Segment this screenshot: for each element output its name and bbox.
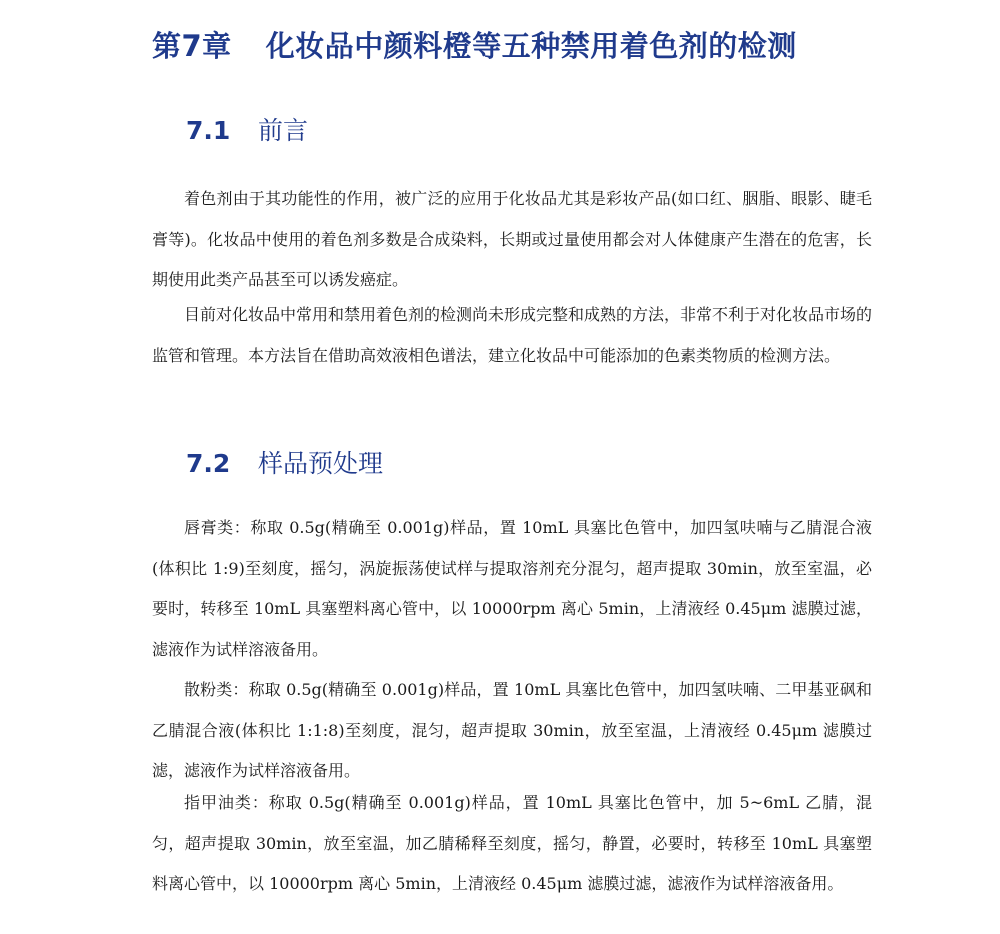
section-title: 前言 (258, 116, 309, 145)
paragraph: 目前对化妆品中常用和禁用着色剂的检测尚未形成完整和成熟的方法，非常不利于对化妆品市场的监管和管理。本方法旨在借助高效液相色谱法，建立化妆品中可能添加的色素类物质的检测方法。 (152, 305, 873, 365)
paragraph-lipstick: 唇膏类：称取 0.5g(精确至 0.001g)样品，置 10mL 具塞比色管中，加四氢呋喃与乙腈混合液(体积比 1:9)至刻度，摇匀，涡旋振荡使试样与提取溶剂充分混匀，超声提取 30min，放至室温，必要时，转移至 10mL 具塞塑料离心管中，以 10000rpm 离心 5min，上清液经 0.45μm 滤膜过滤，滤液作为试样溶液备用。 (152, 518, 872, 659)
paragraph-loose-powder: 散粉类：称取 0.5g(精确至 0.001g)样品，置 10mL 具塞比色管中，加四氢呋喃、二甲基亚砜和乙腈混合液(体积比 1:1:8)至刻度，混匀，超声提取 30min，放至室温，上清液经 0.45μm 滤膜过滤，滤液作为试样溶液备用。 (152, 680, 872, 780)
section-title: 样品预处理 (258, 449, 384, 478)
section-number: 7.2 (186, 449, 231, 478)
paragraph-nail-polish: 指甲油类：称取 0.5g(精确至 0.001g)样品，置 10mL 具塞比色管中，加 5~6mL 乙腈，混匀，超声提取 30min，放至室温，加乙腈稀释至刻度，摇匀，静置，必要时，转移至 10mL 具塞塑料离心管中，以 10000rpm 离心 5min，上清液经 0.45μm 滤膜过滤，滤液作为试样溶液备用。 (152, 793, 872, 893)
chapter-heading (152, 26, 797, 66)
chapter-title: 化妆品中颜料橙等五种禁用着色剂的检测 (265, 29, 797, 63)
section-heading-7-2 (186, 447, 383, 481)
chapter-number: 第7章 (152, 29, 232, 63)
paragraph: 着色剂由于其功能性的作用，被广泛的应用于化妆品尤其是彩妆产品(如口红、胭脂、眼影、睫毛膏等)。化妆品中使用的着色剂多数是合成染料，长期或过量使用都会对人体健康产生潜在的危害，长期使用此类产品甚至可以诱发癌症。 (152, 189, 872, 289)
section-heading-7-1 (186, 114, 308, 148)
section-number: 7.1 (186, 116, 231, 145)
